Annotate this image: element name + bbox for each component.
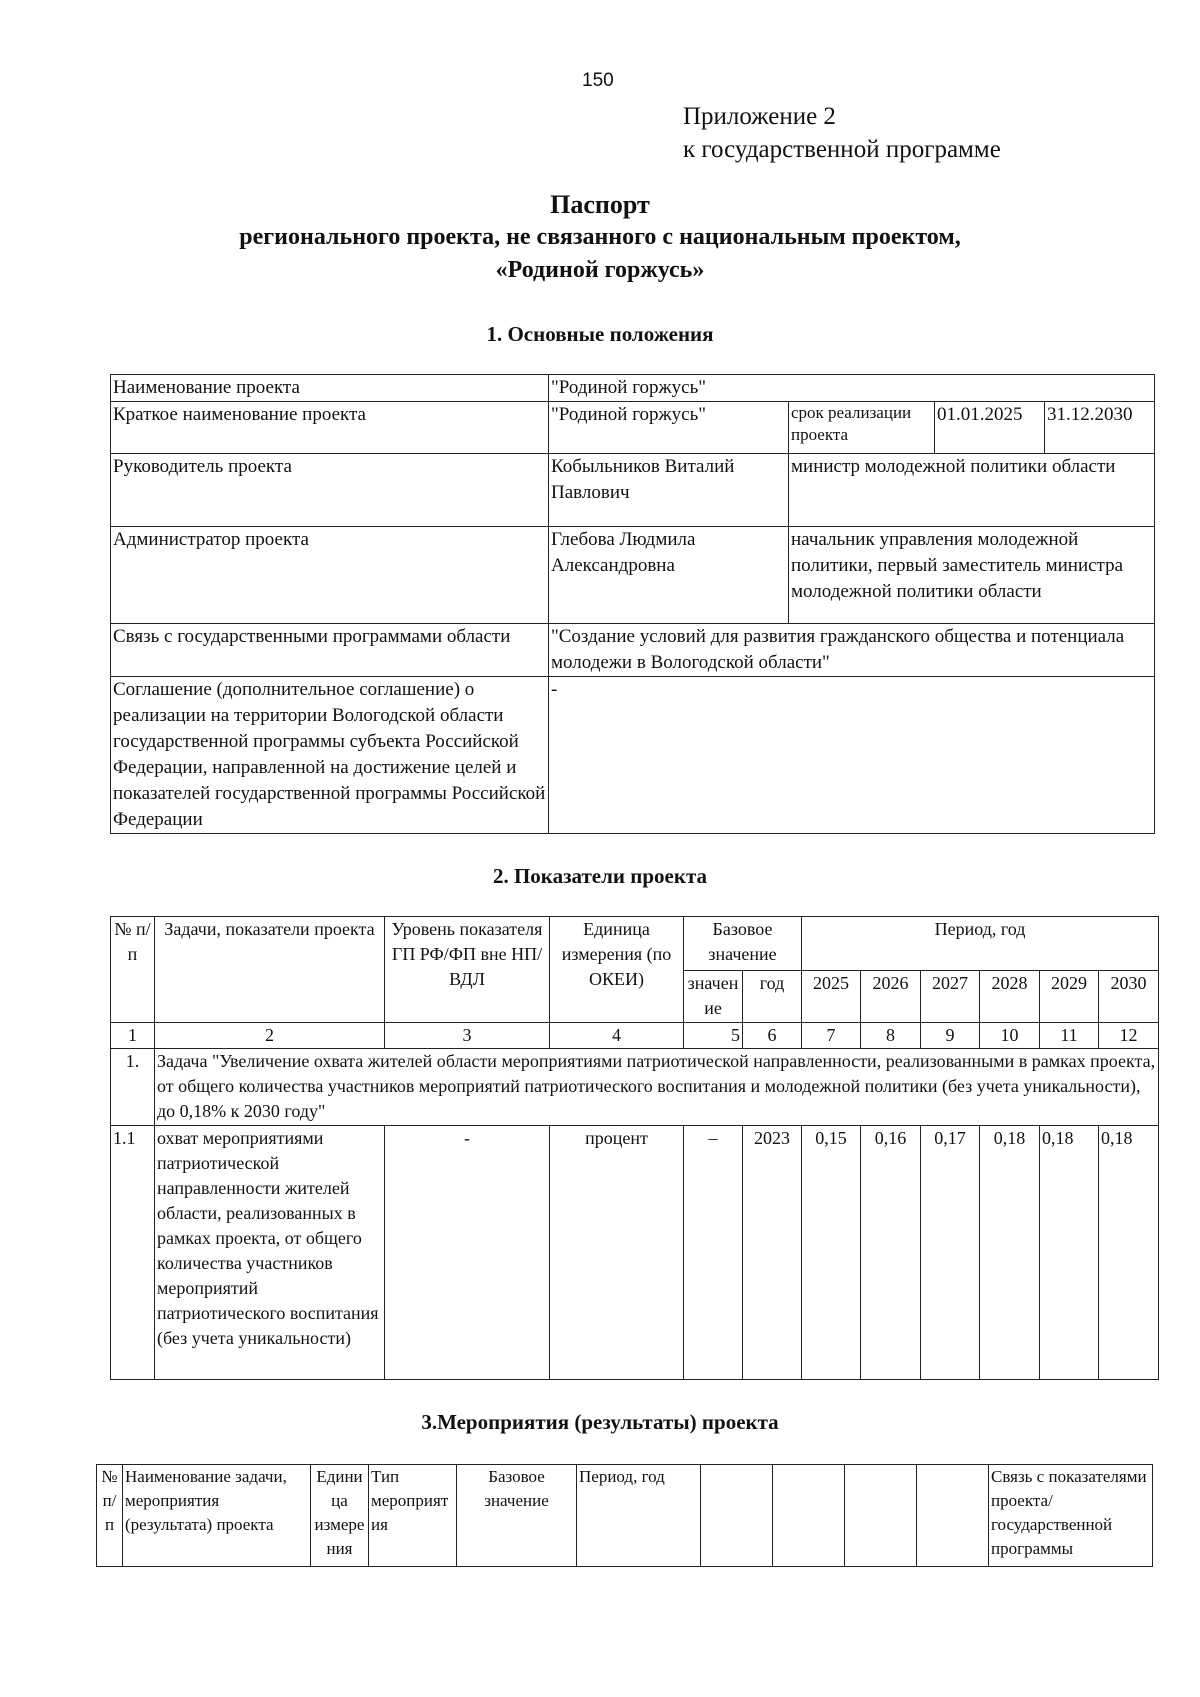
title-line-3: «Родиной горжусь» — [495, 257, 705, 283]
col-header-year-2028: 2028 — [980, 971, 1040, 1023]
col-header-tasks: Задачи, показатели проекта — [155, 917, 385, 1023]
col-header-year-2029: 2029 — [1040, 971, 1099, 1023]
indicator-level: - — [385, 1126, 550, 1380]
period-start: 01.01.2025 — [935, 402, 1045, 454]
project-name-value: "Родиной горжусь" — [549, 375, 1155, 402]
col-number: 4 — [550, 1023, 684, 1049]
section-1-heading: 1. Основные положения — [486, 322, 714, 346]
col-header-level: Уровень показателя ГП РФ/ФП вне НП/ВДЛ — [385, 917, 550, 1023]
indicator-value-2030: 0,18 — [1099, 1126, 1159, 1380]
indicator-value-2027: 0,17 — [921, 1126, 980, 1380]
task-num: 1. — [111, 1049, 155, 1126]
admin-name: Глебова Людмила Александровна — [549, 527, 789, 624]
program-link-label: Связь с государственными программами области — [111, 624, 549, 677]
indicator-value-2028: 0,18 — [980, 1126, 1040, 1380]
admin-position: начальник управления молодежной политики, первый заместитель министра молодежной политики области — [789, 527, 1155, 624]
project-name-label: Наименование проекта — [111, 375, 549, 402]
appendix-line-1: Приложение 2 — [683, 103, 836, 130]
activities-table — [96, 1464, 1153, 1567]
leader-label: Руководитель проекта — [111, 454, 549, 527]
col-header-year-2026: 2026 — [861, 971, 921, 1023]
indicator-value-2029: 0,18 — [1040, 1126, 1099, 1380]
col-header-year-2027: 2027 — [921, 971, 980, 1023]
section-3-heading: 3.Мероприятия (результаты) проекта — [421, 1410, 779, 1434]
col-number: 7 — [802, 1023, 861, 1049]
admin-label: Администратор проекта — [111, 527, 549, 624]
col-header-empty — [917, 1465, 989, 1567]
col-number: 2 — [155, 1023, 385, 1049]
col-header-base: Базовое значение — [684, 917, 802, 971]
col-number: 11 — [1040, 1023, 1099, 1049]
col-header-num: № п/п — [97, 1465, 123, 1567]
indicator-value-2026: 0,16 — [861, 1126, 921, 1380]
col-header-empty — [773, 1465, 845, 1567]
short-name-value: "Родиной горжусь" — [549, 402, 789, 454]
task-row — [111, 1049, 1159, 1126]
period-end: 31.12.2030 — [1045, 402, 1155, 454]
col-header-num: № п/п — [111, 917, 155, 1023]
section-2-heading: 2. Показатели проекта — [492, 864, 708, 888]
col-header-empty — [701, 1465, 773, 1567]
indicator-base-value: – — [684, 1126, 743, 1380]
appendix-line-2: к государственной программе — [683, 136, 1001, 163]
col-number: 9 — [921, 1023, 980, 1049]
col-header-period: Период, год — [577, 1465, 701, 1567]
agreement-value: - — [549, 677, 1155, 834]
leader-name: Кобыльников Виталий Павлович — [549, 454, 789, 527]
indicators-table — [110, 916, 1159, 1380]
col-number: 3 — [385, 1023, 550, 1049]
indicator-value-2025: 0,15 — [802, 1126, 861, 1380]
col-header-year-2025: 2025 — [802, 971, 861, 1023]
col-number: 5 — [684, 1023, 743, 1049]
indicator-row — [111, 1126, 1159, 1380]
col-header-type: Тип мероприятия — [369, 1465, 457, 1567]
page-number: 150 — [582, 70, 614, 91]
col-header-empty — [845, 1465, 917, 1567]
col-number: 10 — [980, 1023, 1040, 1049]
title-line-2: регионального проекта, не связанного с национальным проектом, — [239, 224, 961, 250]
period-label: срок реализации проекта — [789, 402, 935, 454]
col-number: 12 — [1099, 1023, 1159, 1049]
col-number: 1 — [111, 1023, 155, 1049]
col-header-base: Базовое значение — [457, 1465, 577, 1567]
title-line-1: Паспорт — [550, 190, 650, 219]
indicator-base-year: 2023 — [743, 1126, 802, 1380]
col-header-base-year: год — [743, 971, 802, 1023]
basic-info-table — [110, 374, 1155, 834]
appendix-note — [683, 100, 1001, 166]
col-header-link: Связь с показателями проекта/государственной программы — [989, 1465, 1153, 1567]
task-text: Задача "Увеличение охвата жителей области мероприятиями патриотической направленности, реализованными в рамках проекта, от общего количества участников мероприятий патриотического воспитания и молодежной политики (без учета уникальности), до 0,18% к 2030 году" — [155, 1049, 1159, 1126]
col-header-unit: Единица измерения — [311, 1465, 369, 1567]
program-link-value: "Создание условий для развития гражданского общества и потенциала молодежи в Вологодской области" — [549, 624, 1155, 677]
col-header-period: Период, год — [802, 917, 1159, 971]
col-header-year-2030: 2030 — [1099, 971, 1159, 1023]
column-number-row — [111, 1023, 1159, 1049]
document-title — [0, 188, 1200, 287]
col-header-name: Наименование задачи, мероприятия (результата) проекта — [123, 1465, 311, 1567]
leader-position: министр молодежной политики области — [789, 454, 1155, 527]
indicator-unit: процент — [550, 1126, 684, 1380]
col-header-base-value: значение — [684, 971, 743, 1023]
indicator-num: 1.1 — [111, 1126, 155, 1380]
agreement-label: Соглашение (дополнительное соглашение) о реализации на территории Вологодской области государственной программы субъекта Российской Федерации, направленной на достижение целей и показателей государственной программы Российской Федерации — [111, 677, 549, 834]
col-number: 8 — [861, 1023, 921, 1049]
short-name-label: Краткое наименование проекта — [111, 402, 549, 454]
col-header-unit: Единица измерения (по ОКЕИ) — [550, 917, 684, 1023]
col-number: 6 — [743, 1023, 802, 1049]
indicator-name: охват мероприятиями патриотической направленности жителей области, реализованных в рамках проекта, от общего количества участников мероприятий патриотического воспитания (без учета уникальности) — [155, 1126, 385, 1380]
